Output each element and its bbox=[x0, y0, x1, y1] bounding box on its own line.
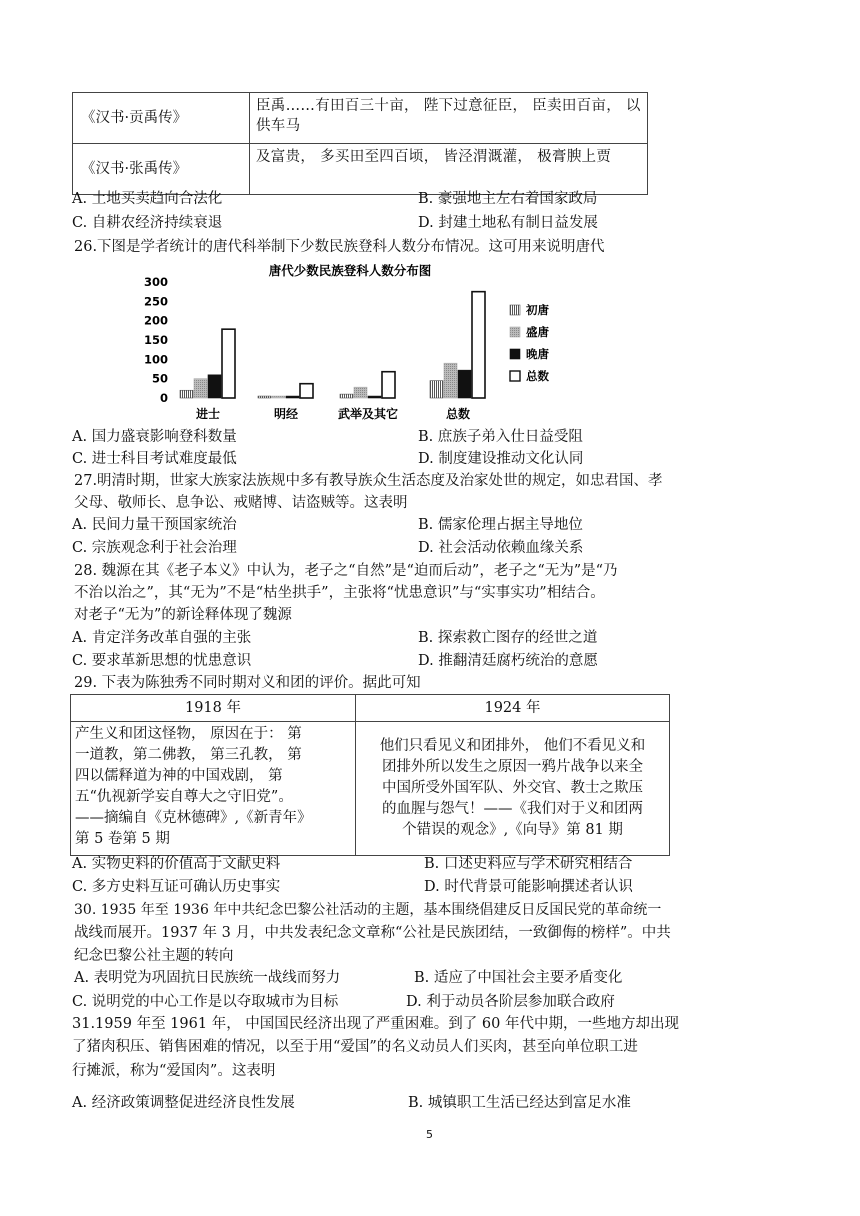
q29-option-c: C. 多方史料互证可确认历史事实 bbox=[72, 879, 281, 895]
legend-swatch bbox=[510, 371, 520, 381]
bar-总数-进士 bbox=[222, 329, 235, 398]
q30-option-d: D. 利于动员各阶层参加联合政府 bbox=[406, 994, 615, 1010]
q30-option-b: B. 适应了中国社会主要矛盾变化 bbox=[414, 970, 623, 986]
x-tick-label: 进士 bbox=[195, 407, 221, 421]
bar-盛唐-武举及其它 bbox=[354, 387, 367, 398]
y-tick-label: 100 bbox=[143, 352, 168, 367]
legend-swatch bbox=[510, 305, 520, 315]
q27-option-a: A. 民间力量干预国家统治 bbox=[72, 517, 237, 533]
q29-stem: 29. 下表为陈独秀不同时期对义和团的评价。据此可知 bbox=[74, 675, 421, 691]
bar-初唐-明经 bbox=[258, 396, 271, 398]
q31-stem-line: 31.1959 年至 1961 年， 中国国民经济出现了严重困难。到了 60 年代中期，一些地方却出现 bbox=[72, 1016, 679, 1032]
q29-option-a: A. 实物史料的价值高于文献史料 bbox=[72, 856, 281, 872]
bar-晚唐-总数 bbox=[458, 370, 471, 398]
y-tick-label: 50 bbox=[151, 371, 168, 386]
text-line: 五“仇视新学妄自尊大之守旧党”。 bbox=[75, 789, 293, 805]
q29-comparison-table bbox=[70, 694, 670, 856]
table-row bbox=[73, 93, 648, 144]
text-line: 他们只看见义和团排外， 他们不看见义和 bbox=[379, 738, 646, 754]
chart-title: 唐代少数民族登科人数分布图 bbox=[268, 263, 432, 278]
text-line: 产生义和团这怪物， 原因在于： 第 bbox=[75, 726, 302, 742]
q30-option-a: A. 表明党为巩固抗日民族统一战线而努力 bbox=[74, 970, 341, 986]
bar-盛唐-明经 bbox=[272, 396, 285, 398]
y-tick-label: 250 bbox=[143, 294, 168, 309]
legend-swatch bbox=[510, 327, 520, 337]
bar-初唐-武举及其它 bbox=[340, 394, 353, 398]
x-tick-label: 明经 bbox=[273, 407, 299, 421]
bar-总数-总数 bbox=[472, 292, 485, 398]
x-tick-label: 总数 bbox=[445, 407, 471, 421]
legend-label: 初唐 bbox=[526, 303, 549, 317]
table-cell-text: 臣禹……有田百三十亩， 陛下过意征臣， 臣卖田百亩， 以供车马 bbox=[250, 93, 648, 144]
table-cell-source: 《汉书·贡禹传》 bbox=[73, 93, 250, 144]
q28-stem-line: 28. 魏源在其《老子本义》中认为，老子之“自然”是“迫而后动”，老子之“无为”是“乃 bbox=[74, 563, 618, 579]
q25-option-c: C. 自耕农经济持续衰退 bbox=[72, 215, 223, 231]
q27-stem-line: 27.明清时期，世家大族家法族规中多有教导族众生活态度及治家处世的规定，如忠君国、孝 bbox=[74, 473, 663, 489]
text-line: 个错误的观念》,《向导》第 81 期 bbox=[402, 822, 623, 838]
q30-option-c: C. 说明党的中心工作是以夺取城市为目标 bbox=[72, 994, 339, 1010]
table-cell-source: 《汉书·张禹传》 bbox=[73, 144, 250, 195]
bar-盛唐-进士 bbox=[194, 379, 207, 398]
q26-option-c: C. 进士科目考试难度最低 bbox=[72, 451, 237, 467]
text-line: 的血腥与怨气！——《我们对于义和团两 bbox=[382, 801, 643, 817]
q28-option-c: C. 要求革新思想的忧患意识 bbox=[72, 653, 252, 669]
bar-初唐-进士 bbox=[180, 390, 193, 398]
q26-option-b: B. 庶族子弟入仕日益受阻 bbox=[418, 429, 583, 445]
table-row bbox=[73, 144, 648, 195]
bar-总数-明经 bbox=[300, 384, 313, 398]
q28-option-d: D. 推翻清廷腐朽统治的意愿 bbox=[418, 653, 598, 669]
q30-stem-line: 纪念巴黎公社主题的转向 bbox=[74, 948, 234, 964]
q29-option-b: B. 口述史料应与学术研究相结合 bbox=[424, 856, 633, 872]
legend-label: 晚唐 bbox=[526, 347, 549, 361]
bar-晚唐-武举及其它 bbox=[368, 396, 381, 398]
table-row bbox=[71, 722, 670, 856]
text-line: 团排外所以发生之原因一鸦片战争以来全 bbox=[382, 759, 643, 775]
legend-label: 总数 bbox=[526, 369, 549, 383]
bar-晚唐-明经 bbox=[286, 396, 299, 398]
y-tick-label: 200 bbox=[143, 313, 168, 328]
text-line: 第 5 卷第 5 期 bbox=[75, 831, 170, 847]
q31-option-a: A. 经济政策调整促进经济良性发展 bbox=[72, 1095, 295, 1111]
q26-option-d: D. 制度建设推动文化认同 bbox=[418, 451, 584, 467]
table-cell-1924 bbox=[356, 722, 670, 856]
page-number: 5 bbox=[426, 1128, 433, 1141]
q28-option-b: B. 探索救亡图存的经世之道 bbox=[418, 630, 598, 646]
text-line: 中国所受外国军队、外交官、教士之欺压 bbox=[382, 780, 643, 796]
y-tick-label: 300 bbox=[143, 275, 168, 289]
bar-总数-武举及其它 bbox=[382, 372, 395, 398]
q30-stem-line: 战线而展开。1937 年 3 月，中共发表纪念文章称“公社是民族团结，一致御侮的榜样”。中共 bbox=[74, 925, 671, 941]
q27-option-c: C. 宗族观念利于社会治理 bbox=[72, 540, 237, 556]
text-line: 一道教，第二佛教， 第三孔教， 第 bbox=[75, 747, 302, 763]
table-header-1918: 1918 年 bbox=[71, 695, 356, 722]
text-line: 四以儒释道为神的中国戏剧， 第 bbox=[75, 768, 283, 784]
x-tick-label: 武举及其它 bbox=[337, 407, 399, 421]
bar-chart bbox=[140, 258, 549, 430]
q27-stem-line: 父母、敬师长、息争讼、戒赌博、诘盗贼等。这表明 bbox=[74, 495, 408, 511]
q31-stem-line: 了猪肉积压、销售困难的情况，以至于用“爱国”的名义动员人们买肉，甚至向单位职工进 bbox=[72, 1039, 638, 1055]
q28-stem-line: 不治以治之”，其“无为”不是“枯坐拱手”，主张将“忧患意识”与“实事实功”相结合。 bbox=[74, 585, 605, 601]
y-tick-label: 0 bbox=[159, 391, 168, 405]
q29-option-d: D. 时代背景可能影响撰述者认识 bbox=[424, 879, 633, 895]
table-cell-text: 及富贵， 多买田至四百顷， 皆泾渭溉灌， 极膏腴上贾 bbox=[250, 144, 648, 195]
table-cell-1918 bbox=[71, 722, 356, 856]
q27-option-d: D. 社会活动依赖血缘关系 bbox=[418, 540, 584, 556]
q25-source-table bbox=[72, 92, 648, 195]
bar-初唐-总数 bbox=[430, 381, 443, 398]
q27-option-b: B. 儒家伦理占据主导地位 bbox=[418, 517, 583, 533]
q26-option-a: A. 国力盛衰影响登科数量 bbox=[72, 429, 237, 445]
q31-option-b: B. 城镇职工生活已经达到富足水准 bbox=[408, 1095, 631, 1111]
table-header-1924: 1924 年 bbox=[356, 695, 670, 722]
table-row bbox=[71, 695, 670, 722]
legend-label: 盛唐 bbox=[526, 325, 549, 339]
y-tick-label: 150 bbox=[143, 333, 168, 347]
q28-stem-line: 对老子“无为”的新诠释体现了魏源 bbox=[74, 607, 292, 623]
legend-swatch bbox=[510, 349, 520, 359]
q31-stem-line: 行摊派，称为“爱国肉”。这表明 bbox=[72, 1063, 276, 1079]
q25-option-b: B. 豪强地主左右着国家政局 bbox=[418, 191, 598, 207]
q25-option-d: D. 封建土地私有制日益发展 bbox=[418, 215, 598, 231]
text-line: ——摘编自《克林德碑》,《新青年》 bbox=[75, 810, 312, 826]
bar-晚唐-进士 bbox=[208, 375, 221, 398]
q28-option-a: A. 肯定洋务改革自强的主张 bbox=[72, 630, 252, 646]
q26-stem: 26.下图是学者统计的唐代科举制下少数民族登科人数分布情况。这可用来说明唐代 bbox=[74, 239, 605, 255]
bar-盛唐-总数 bbox=[444, 363, 457, 398]
q30-stem-line: 30. 1935 年至 1936 年中共纪念巴黎公社活动的主题，基本围绕倡建反日反国民党的革命统一 bbox=[74, 902, 662, 918]
q25-option-a: A. 土地买卖趋向合法化 bbox=[72, 191, 223, 207]
